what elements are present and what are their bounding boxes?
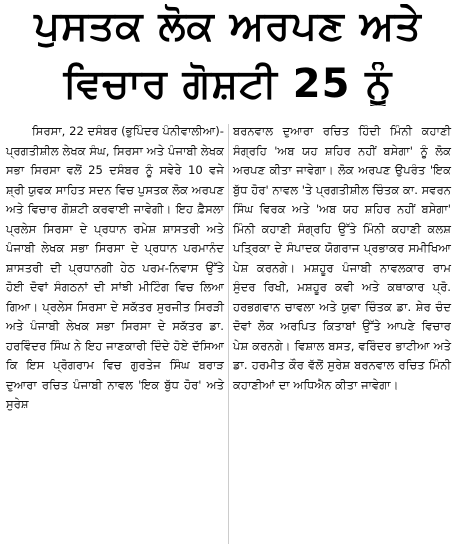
headline-line-1: ਪੁਸਤਕ ਲੋਕ ਅਰਪਣ ਅਤੇ (34, 4, 422, 48)
column-divider (228, 124, 229, 544)
article-column-left (6, 122, 224, 415)
article-column-right (233, 122, 451, 395)
article-paragraph-left: ਸਿਰਸਾ, 22 ਦਸੰਬਰ (ਭੁਪਿੰਦਰ ਪੰਨੀਵਾਲੀਆ)-ਪ੍ਰਗਤੀਸ਼ੀਲ ਲੇਖਕ ਸੰਘ, ਸਿਰਸਾ ਅਤੇ ਪੰਜਾਬੀ ਲੇਖਕ ਸਭਾ ਸਿਰਸਾ ਵਲੋਂ 25 ਦਸੰਬਰ ਨੂੰ ਸਵੇਰੇ 10 ਵਜੇ ਸ਼੍ਰੀ ਯੁਵਕ ਸਾਹਿਤ ਸਦਨ ਵਿਚ ਪੁਸਤਕ ਲੋਕ ਅਰਪਣ ਅਤੇ ਵਿਚਾਰ ਗੋਸ਼ਟੀ ਕਰਵਾਈ ਜਾਵੇਗੀ। ਇਹ ਫ਼ੈਸਲਾ ਪ੍ਰਲੇਸ ਸਿਰਸਾ ਦੇ ਪ੍ਰਧਾਨ ਰਮੇਸ਼ ਸ਼ਾਸਤਰੀ ਅਤੇ ਪੰਜਾਬੀ ਲੇਖਕ ਸਭਾ ਸਿਰਸਾ ਦੇ ਪ੍ਰਧਾਨ ਪਰਮਾਨੰਦ ਸ਼ਾਸਤਰੀ ਦੀ ਪ੍ਰਧਾਨਗੀ ਹੇਠ ਪਰਮ-ਨਿਵਾਸ ਉੱਤੇ ਹੋਈ ਦੋਵਾਂ ਸੰਗਠਨਾਂ ਦੀ ਸਾਂਝੀ ਮੀਟਿੰਗ ਵਿਚ ਲਿਆ ਗਿਆ। ਪ੍ਰਲੇਸ ਸਿਰਸਾ ਦੇ ਸਕੱਤਰ ਸੁਰਜੀਤ ਸਿਰੜੀ ਅਤੇ ਪੰਜਾਬੀ ਲੇਖਕ ਸਭਾ ਸਿਰਸਾ ਦੇ ਸਕੱਤਰ ਡਾ. ਹਰਵਿੰਦਰ ਸਿੰਘ ਨੇ ਇਹ ਜਾਣਕਾਰੀ ਦਿੰਦੇ ਹੋਏ ਦੱਸਿਆ ਕਿ ਇਸ ਪ੍ਰੋਗਰਾਮ ਵਿਚ ਗੁਰਤੇਜ ਸਿੰਘ ਬਰਾੜ ਦੁਆਰਾ ਰਚਿਤ ਪੰਜਾਬੀ ਨਾਵਲ 'ਇਕ ਬੁੱਧ ਹੋਰ' ਅਤੇ ਸੁਰੇਸ਼ (6, 124, 224, 411)
headline-line-2: ਵਿਚਾਰ ਗੋਸ਼ਟੀ 25 ਨੂੰ (63, 62, 393, 106)
article-paragraph-right: ਬਰਨਵਾਲ ਦੁਆਰਾ ਰਚਿਤ ਹਿੰਦੀ ਮਿੰਨੀ ਕਹਾਣੀ ਸੰਗ੍ਰਹਿ 'ਅਬ ਯਹ ਸ਼ਹਿਰ ਨਹੀਂ ਬਸੇਗਾ' ਨੂੰ ਲੋਕ ਅਰਪਣ ਕੀਤਾ ਜਾਵੇਗਾ। ਲੋਕ ਅਰਪਣ ਉਪਰੰਤ 'ਇਕ ਬੁੱਧ ਹੋਰ' ਨਾਵਲ 'ਤੇ ਪ੍ਰਗਤੀਸ਼ੀਲ ਚਿੰਤਕ ਕਾ. ਸਵਰਨ ਸਿੰਘ ਵਿਰਕ ਅਤੇ 'ਅਬ ਯਹ ਸ਼ਹਿਰ ਨਹੀਂ ਬਸੇਗਾ' ਮਿੰਨੀ ਕਹਾਣੀ ਸੰਗ੍ਰਹਿ ਉੱਤੇ ਮਿੰਨੀ ਕਹਾਣੀ ਕਲਸ਼ ਪਤ੍ਰਿਕਾ ਦੇ ਸੰਪਾਦਕ ਯੋਗਰਾਜ ਪ੍ਰਭਾਕਰ ਸਮੀਖਿਆ ਪੇਸ਼ ਕਰਨਗੇ। ਮਸ਼ਹੂਰ ਪੰਜਾਬੀ ਨਾਵਲਕਾਰ ਰਾਮ ਸੁੰਦਰ ਰਿਖੀ, ਮਸ਼ਹੂਰ ਕਵੀ ਅਤੇ ਕਥਾਕਾਰ ਪ੍ਰੋ. ਹਰਭਗਵਾਨ ਚਾਵਲਾ ਅਤੇ ਯੁਵਾ ਚਿੰਤਕ ਡਾ. ਸ਼ੇਰ ਚੰਦ ਦੋਵਾਂ ਲੋਕ ਅਰਪਿਤ ਕਿਤਾਬਾਂ ਉੱਤੇ ਆਪਣੇ ਵਿਚਾਰ ਪੇਸ਼ ਕਰਨਗੇ। ਵਿਸ਼ਾਲ ਬਸਤ, ਵਰਿੰਦਰ ਭਾਟੀਆ ਅਤੇ ਡਾ. ਹਰਮੀਤ ਕੌਰ ਵੱਲੋਂ ਸੁਰੇਸ਼ ਬਰਨਵਾਲ ਰਚਿਤ ਮਿੰਨੀ ਕਹਾਣੀਆਂ ਦਾ ਅਧਿਐਨ ਕੀਤਾ ਜਾਵੇਗਾ। (233, 124, 451, 392)
